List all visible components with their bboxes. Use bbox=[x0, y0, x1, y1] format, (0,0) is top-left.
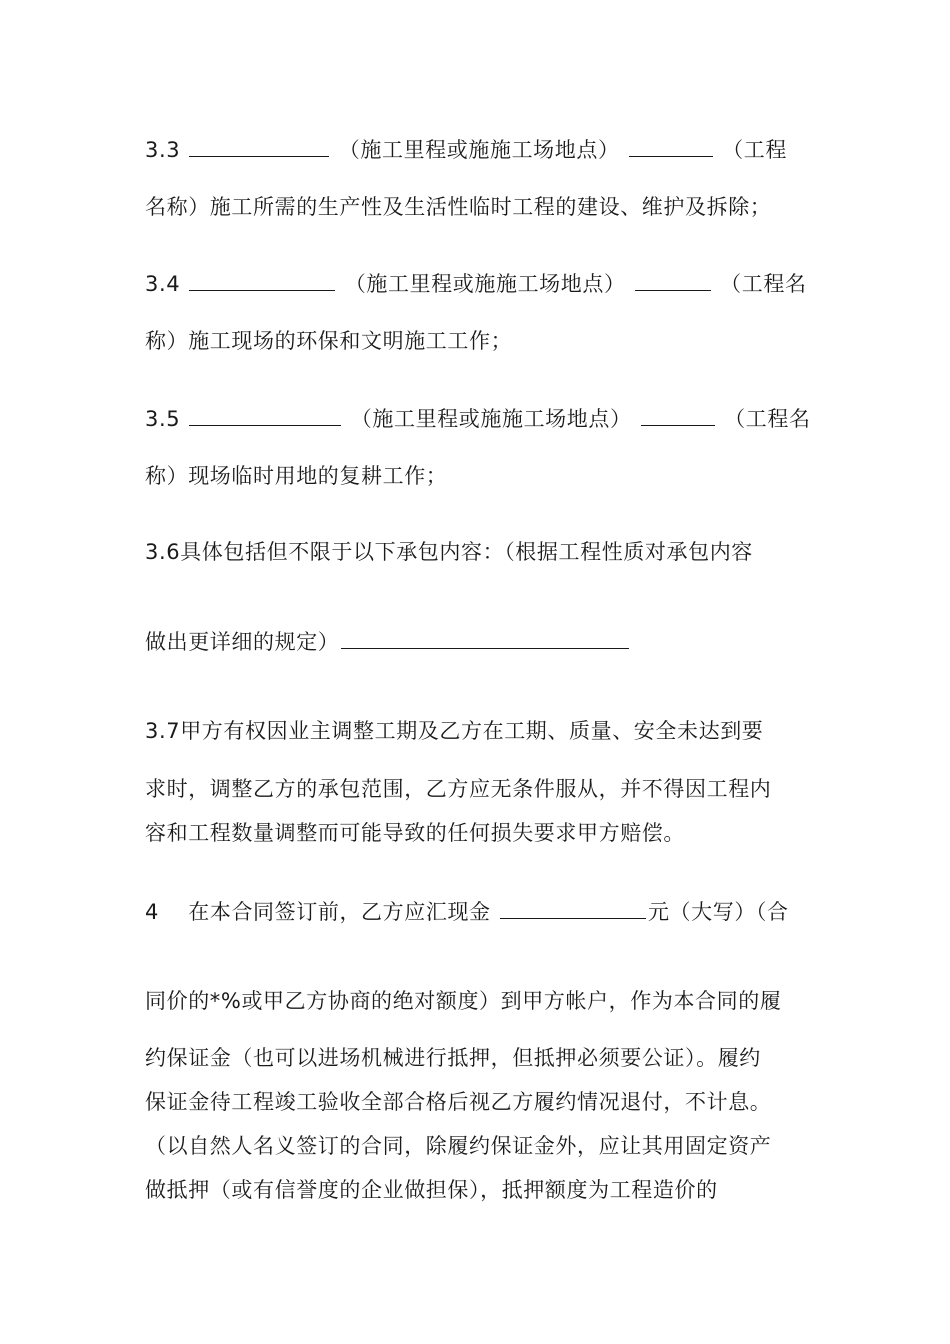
clause-text: 做出更详细的规定） bbox=[145, 630, 340, 654]
clause-3-3-line-1 bbox=[145, 135, 787, 165]
clause-3-6-line-1 bbox=[145, 537, 753, 567]
fill-blank[interactable] bbox=[500, 897, 646, 919]
fill-blank[interactable] bbox=[189, 135, 329, 157]
clause-text: （施工里程或施施工场地点） bbox=[350, 407, 632, 431]
clause-text: （工程名 bbox=[720, 272, 807, 296]
clause-3-7-line-3: 容和工程数量调整而可能导致的任何损失要求甲方赔偿。 bbox=[145, 821, 685, 845]
clause-3-6-line-2 bbox=[145, 627, 631, 657]
clause-text: （施工里程或施施工场地点） bbox=[338, 138, 620, 162]
clause-3-4-line-2: 称）施工现场的环保和文明施工工作； bbox=[145, 329, 513, 353]
clause-4-line-5: （以自然人名义签订的合同，除履约保证金外，应让其用固定资产 bbox=[145, 1134, 772, 1158]
clause-text: （工程名 bbox=[724, 407, 811, 431]
clause-number: 3.5 bbox=[145, 407, 181, 431]
clause-3-3-line-2: 名称）施工所需的生产性及生活性临时工程的建设、维护及拆除； bbox=[145, 195, 772, 219]
clause-text: （施工里程或施施工场地点） bbox=[344, 272, 626, 296]
clause-3-4-line-1 bbox=[145, 269, 807, 299]
clause-4-line-4: 保证金待工程竣工验收全部合格后视乙方履约情况退付，不计息。 bbox=[145, 1090, 772, 1114]
clause-3-7-line-1 bbox=[145, 716, 763, 746]
clause-text: 在本合同签订前，乙方应汇现金 bbox=[188, 900, 491, 924]
fill-blank[interactable] bbox=[189, 404, 341, 426]
clause-4-line-6: 做抵押（或有信誉度的企业做担保），抵押额度为工程造价的 bbox=[145, 1178, 718, 1202]
clause-4-line-2: 同价的*%或甲乙方协商的绝对额度）到甲方帐户，作为本合同的履 bbox=[145, 989, 782, 1013]
clause-4-line-1 bbox=[145, 897, 789, 927]
clause-number: 3.4 bbox=[145, 272, 181, 296]
clause-text: （工程 bbox=[722, 138, 787, 162]
clause-3-5-line-1 bbox=[145, 404, 811, 434]
clause-number: 3.3 bbox=[145, 138, 181, 162]
clause-number: 3.6 bbox=[145, 540, 181, 564]
fill-blank[interactable] bbox=[635, 269, 711, 291]
fill-blank[interactable] bbox=[189, 269, 335, 291]
clause-text: 元（大写）（合 bbox=[647, 900, 789, 924]
clause-number: 4 bbox=[145, 900, 159, 924]
clause-number: 3.7 bbox=[145, 719, 181, 743]
fill-blank[interactable] bbox=[629, 135, 713, 157]
fill-blank[interactable] bbox=[341, 627, 629, 649]
clause-3-5-line-2: 称）现场临时用地的复耕工作； bbox=[145, 464, 448, 488]
clause-3-7-line-2: 求时，调整乙方的承包范围，乙方应无条件服从，并不得因工程内 bbox=[145, 777, 772, 801]
clause-4-line-3: 约保证金（也可以进场机械进行抵押，但抵押必须要公证）。履约 bbox=[145, 1046, 761, 1070]
clause-text: 甲方有权因业主调整工期及乙方在工期、质量、安全未达到要 bbox=[180, 719, 764, 743]
fill-blank[interactable] bbox=[641, 404, 715, 426]
clause-text: 具体包括但不限于以下承包内容：（根据工程性质对承包内容 bbox=[180, 540, 753, 564]
